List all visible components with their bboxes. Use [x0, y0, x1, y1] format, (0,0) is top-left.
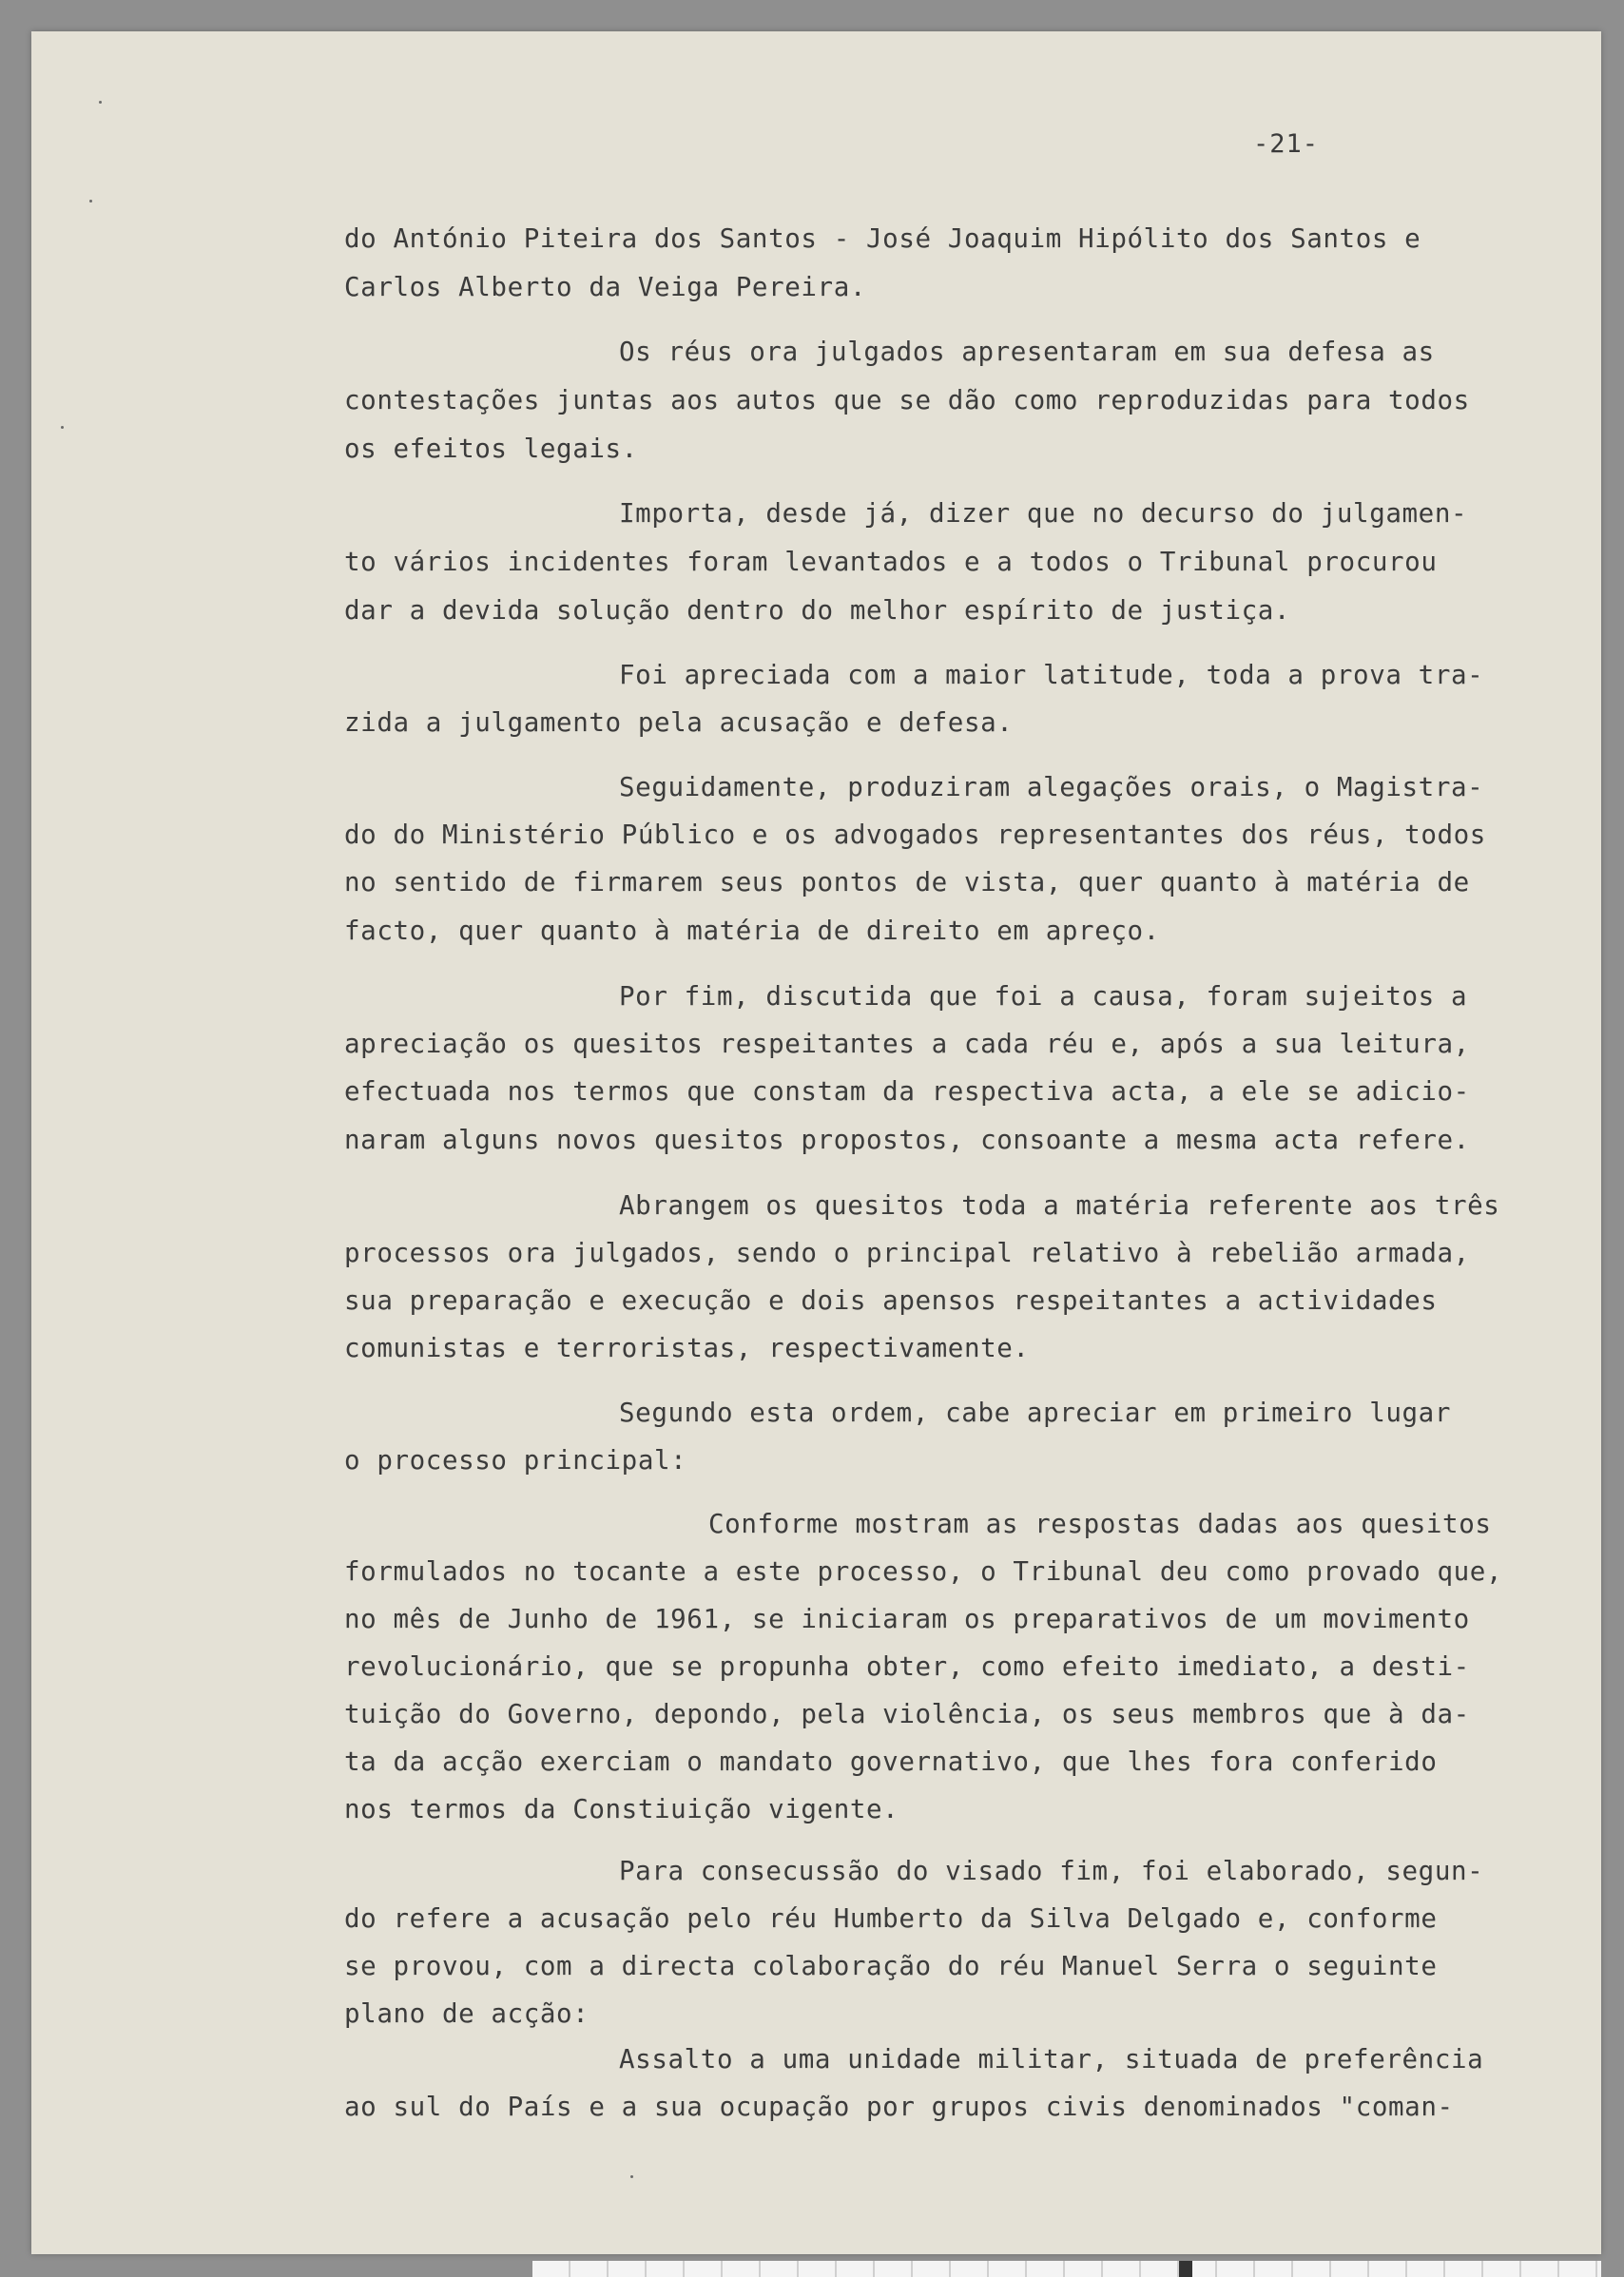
text-line: facto, quer quanto à matéria de direito em apreço.	[344, 916, 1160, 946]
text-line: Assalto a uma unidade militar, situada de preferência	[619, 2044, 1484, 2074]
text-line: do do Ministério Público e os advogados representantes dos réus, todos	[344, 820, 1486, 850]
text-line: sua preparação e execução e dois apensos respeitantes a actividades	[344, 1285, 1438, 1316]
text-line: apreciação os quesitos respeitantes a cada réu e, após a sua leitura,	[344, 1029, 1470, 1059]
text-line: ta da acção exerciam o mandato governativo, que lhes fora conferido	[344, 1746, 1438, 1777]
paper-speck	[89, 200, 92, 203]
text-line: processos ora julgados, sendo o principal relativo à rebelião armada,	[344, 1238, 1470, 1268]
text-line: Foi apreciada com a maior latitude, toda a prova tra-	[619, 660, 1484, 690]
scan-ruler	[532, 2261, 1601, 2277]
text-line: Abrangem os quesitos toda a matéria referente aos três	[619, 1190, 1500, 1221]
text-line: Para consecussão do visado fim, foi elaborado, segun-	[619, 1856, 1484, 1886]
text-line: tuição do Governo, depondo, pela violência, os seus membros que à da-	[344, 1699, 1470, 1729]
paper-speck	[630, 2175, 633, 2178]
paper-speck	[99, 101, 102, 104]
text-line: comunistas e terroristas, respectivamente.	[344, 1333, 1030, 1363]
text-line: Por fim, discutida que foi a causa, foram sujeitos a	[619, 981, 1468, 1012]
text-line: os efeitos legais.	[344, 434, 638, 464]
paper-speck	[61, 426, 64, 429]
text-line: revolucionário, que se propunha obter, como efeito imediato, a desti-	[344, 1651, 1470, 1682]
text-line: Importa, desde já, dizer que no decurso do julgamen-	[619, 498, 1468, 529]
text-line: Seguidamente, produziram alegações orais, o Magistra-	[619, 772, 1484, 802]
text-line: o processo principal:	[344, 1445, 687, 1476]
text-line: no mês de Junho de 1961, se iniciaram os preparativos de um movimento	[344, 1604, 1470, 1634]
page-number: -21-	[1253, 129, 1320, 159]
text-line: do refere a acusação pelo réu Humberto da Silva Delgado e, conforme	[344, 1903, 1438, 1934]
text-line: dar a devida solução dentro do melhor espírito de justiça.	[344, 595, 1291, 626]
text-line: plano de acção:	[344, 1998, 590, 2029]
text-line: do António Piteira dos Santos - José Joaquim Hipólito dos Santos e	[344, 223, 1421, 254]
text-line: Conforme mostram as respostas dadas aos quesitos	[708, 1509, 1492, 1539]
text-line: Carlos Alberto da Veiga Pereira.	[344, 272, 867, 302]
text-line: Segundo esta ordem, cabe apreciar em primeiro lugar	[619, 1398, 1451, 1428]
text-line: Os réus ora julgados apresentaram em sua defesa as	[619, 337, 1435, 367]
text-line: nos termos da Constiuição vigente.	[344, 1794, 899, 1824]
text-line: to vários incidentes foram levantados e a todos o Tribunal procurou	[344, 547, 1438, 577]
text-line: efectuada nos termos que constam da respectiva acta, a ele se adicio-	[344, 1076, 1470, 1107]
text-line: zida a julgamento pela acusação e defesa.	[344, 707, 1014, 738]
text-line: naram alguns novos quesitos propostos, consoante a mesma acta refere.	[344, 1125, 1470, 1155]
text-line: contestações juntas aos autos que se dão como reproduzidas para todos	[344, 385, 1470, 415]
text-line: formulados no tocante a este processo, o Tribunal deu como provado que,	[344, 1556, 1503, 1587]
text-line: no sentido de firmarem seus pontos de vista, quer quanto à matéria de	[344, 867, 1470, 897]
scan-ruler-mark	[1179, 2261, 1192, 2277]
text-line: ao sul do País e a sua ocupação por grupos civis denominados "coman-	[344, 2092, 1454, 2122]
text-line: se provou, com a directa colaboração do réu Manuel Serra o seguinte	[344, 1951, 1438, 1981]
